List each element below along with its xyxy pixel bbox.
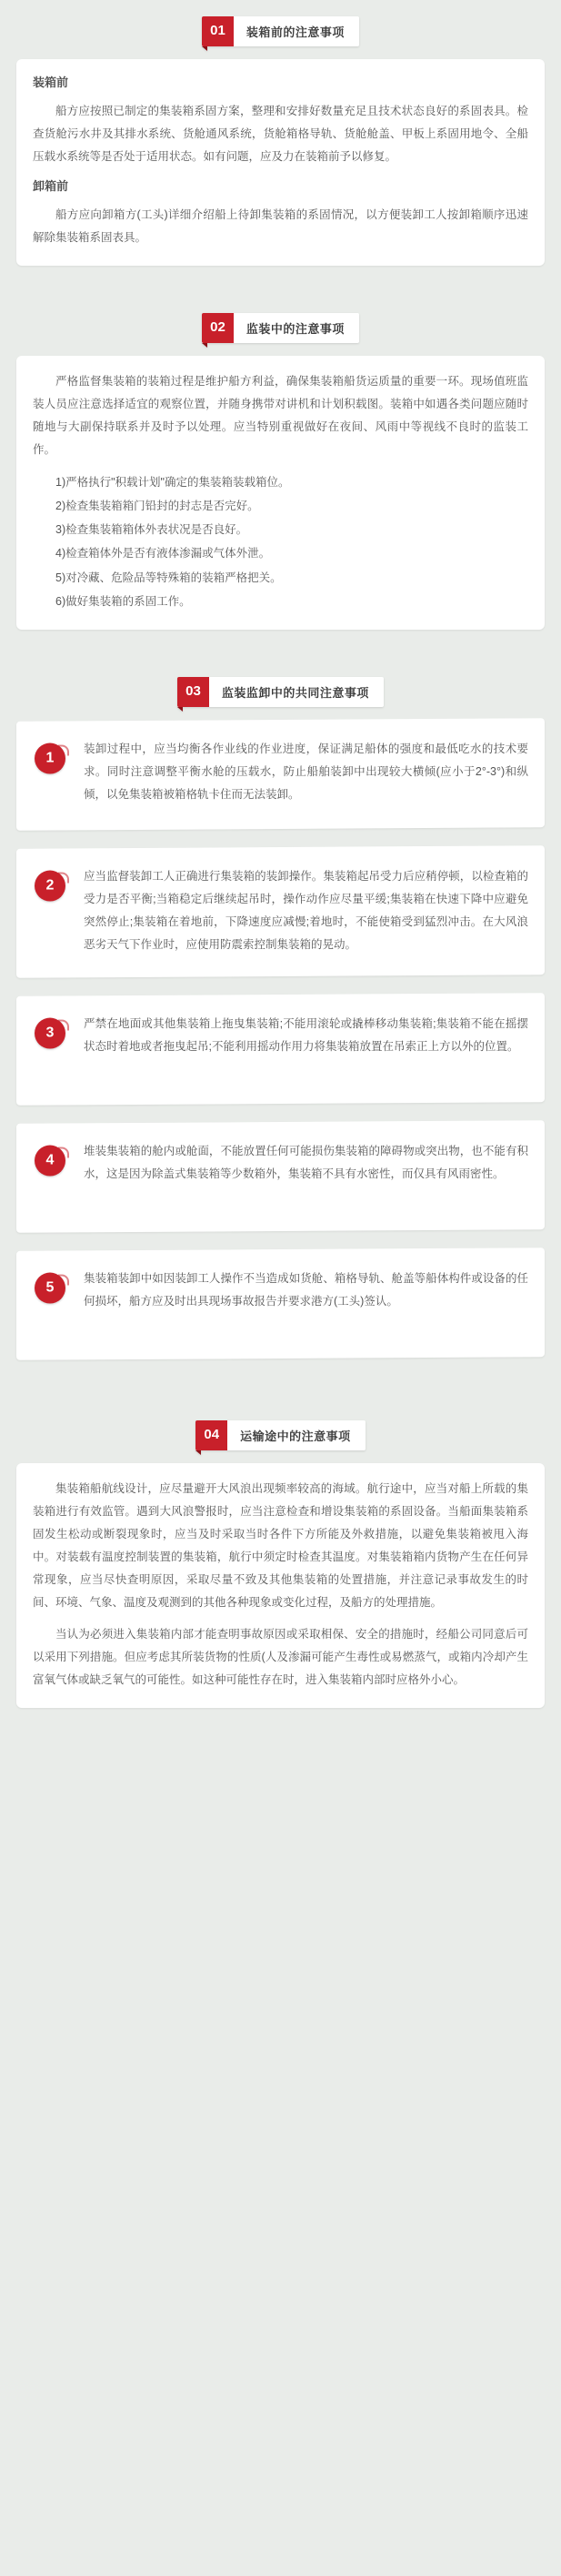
list-item: 2)检查集装箱箱门铅封的封志是否完好。 — [55, 499, 259, 512]
sub-title: 卸箱前 — [33, 178, 69, 193]
spacer — [0, 1377, 561, 1404]
numbered-card — [16, 1248, 545, 1360]
section-card-01 — [16, 59, 545, 266]
section-ribbon — [195, 1420, 365, 1450]
section-ribbon — [202, 313, 359, 343]
section-header-01 — [0, 0, 561, 59]
numbered-card — [16, 845, 545, 978]
sub-title: 装箱前 — [33, 76, 69, 89]
section-title: 监装中的注意事项 — [234, 313, 359, 343]
list-item: 4)检查箱体外是否有液体渗漏或气体外泄。 — [55, 547, 271, 561]
section-number: 01 — [202, 16, 234, 46]
section-header-03 — [0, 661, 561, 720]
item-text: 严禁在地面或其他集装箱上拖曳集装箱;不能用滚轮或撬棒移动集装箱;集装箱不能在摇摆状态时着地或者拖曳起吊;不能利用摇动作用力将集装箱放置在吊索正上方以外的位置。 — [84, 1016, 528, 1053]
numbered-card — [16, 993, 545, 1106]
list-item: 5)对冷藏、危险品等特殊箱的装箱严格把关。 — [55, 571, 282, 584]
section-number: 04 — [195, 1420, 227, 1450]
section-card-04 — [16, 1463, 545, 1708]
paragraph: 当认为必须进入集装箱内部才能查明事故原因或采取相保、安全的措施时，经船公司同意后可以采用下列措施。但应考虑其所装货物的性质(人及渗漏可能产生毒性或易燃蒸气，或箱内冷却产生富氧气体或缺乏氧气的可能性。如这种可能性存在时，进入集装箱内部时应格外小心。 — [33, 1628, 528, 1687]
item-text: 堆装集装箱的舱内或舱面，不能放置任何可能损伤集装箱的障碍物或突出物，也不能有积水，这是因为除盖式集装箱等少数箱外，集装箱不具有水密性，而仅具有风雨密性。 — [84, 1144, 528, 1180]
item-text: 集装箱装卸中如因装卸工人操作不当造成如货舱、箱格导轨、舱盖等船体构件或设备的任何损坏，船方应及时出具现场事故报告并要求港方(工头)签认。 — [84, 1271, 528, 1308]
section-number: 02 — [202, 313, 234, 343]
item-number-badge: 4 — [35, 1146, 65, 1177]
paragraph: 船方应按照已制定的集装箱系固方案，整理和安排好数量充足且技术状态良好的系固表具。检查货舱污水井及其排水系统、货舱通风系统，货舱箱格导轨、货舱舱盖、甲板上系固用地令、全船压载水系统等是否处于适用状态。如有问题，应及力在装箱前予以修复。 — [33, 104, 528, 163]
paragraph: 集装箱船航线设计，应尽量避开大风浪出现频率较高的海域。航行途中，应当对船上所载的集装箱进行有效监管。遇到大风浪警报时，应当注意检查和增设集装箱的系固设备。当船面集装箱系固发生松动或断裂现象时，应当及时采取当时各件下方所能及外救措施，以避免集装箱被甩入海中。对装载有温度控制装置的集装箱，航行中须定时检查其温度。对集装箱箱内货物产生在任何异常现象，应当尽快查明原因，采取尽量不致及其他集装箱的处置措施，并注意记录事故发生的时间、环境、气象、温度及观测到的其他各种现象或变化过程，及船方的处理措施。 — [33, 1482, 528, 1610]
section-header-02 — [0, 297, 561, 356]
section-ribbon — [177, 677, 384, 707]
numbered-card — [16, 718, 545, 831]
section-title: 装箱前的注意事项 — [234, 16, 359, 46]
spacer — [0, 646, 561, 661]
item-number-badge: 3 — [35, 1018, 65, 1049]
item-number-badge: 2 — [35, 871, 65, 902]
paragraph: 严格监督集装箱的装箱过程是维护船方利益，确保集装箱船货运质量的重要一环。现场值班监装人员应注意选择适宜的观察位置，并随身携带对讲机和计划积载图。装箱中如遇各类问题应随时随地与大副保持联系并及时予以处理。应当特别重视做好在夜间、风雨中等视线不良时的监装工作。 — [33, 374, 528, 456]
section-title: 运输途中的注意事项 — [227, 1420, 366, 1450]
list-item: 6)做好集装箱的系固工作。 — [55, 594, 191, 608]
item-number-badge: 5 — [35, 1273, 65, 1304]
paragraph: 船方应向卸箱方(工头)详细介绍船上待卸集装箱的系固情况，以方便装卸工人按卸箱顺序迅速解除集装箱系固表具。 — [33, 207, 528, 244]
spacer — [0, 282, 561, 297]
section-number: 03 — [177, 677, 209, 707]
list-item: 3)检查集装箱箱体外表状况是否良好。 — [55, 523, 248, 537]
item-number-badge: 1 — [35, 743, 65, 774]
section-card-02 — [16, 356, 545, 631]
section-title: 监装监卸中的共同注意事项 — [209, 677, 384, 707]
list-item: 1)严格执行"积载计划"确定的集装箱装载箱位。 — [55, 475, 290, 489]
numbered-card — [16, 1120, 545, 1233]
item-text: 应当监督装卸工人正确进行集装箱的装卸操作。集装箱起吊受力后应稍停顿，以检查箱的受力是否平衡;当箱稳定后继续起吊时，操作动作应尽量平缓;集装箱在快速下降中应避免突然停止;集装箱在着地前，下降速度应减慢;着地时，不能使箱受到猛烈冲击。在大风浪恶劣天气下作业时，应使用防震索控制集装箱的晃动。 — [84, 869, 528, 951]
section-header-04 — [0, 1404, 561, 1463]
section-ribbon — [202, 16, 359, 46]
item-text: 装卸过程中，应当均衡各作业线的作业进度，保证满足船体的强度和最低吃水的技术要求。同时注意调整平衡水舱的压载水，防止船舶装卸中出现较大横倾(应小于2°-3°)和纵倾，以免集装箱被箱格轨卡住而无法装卸。 — [84, 742, 528, 801]
